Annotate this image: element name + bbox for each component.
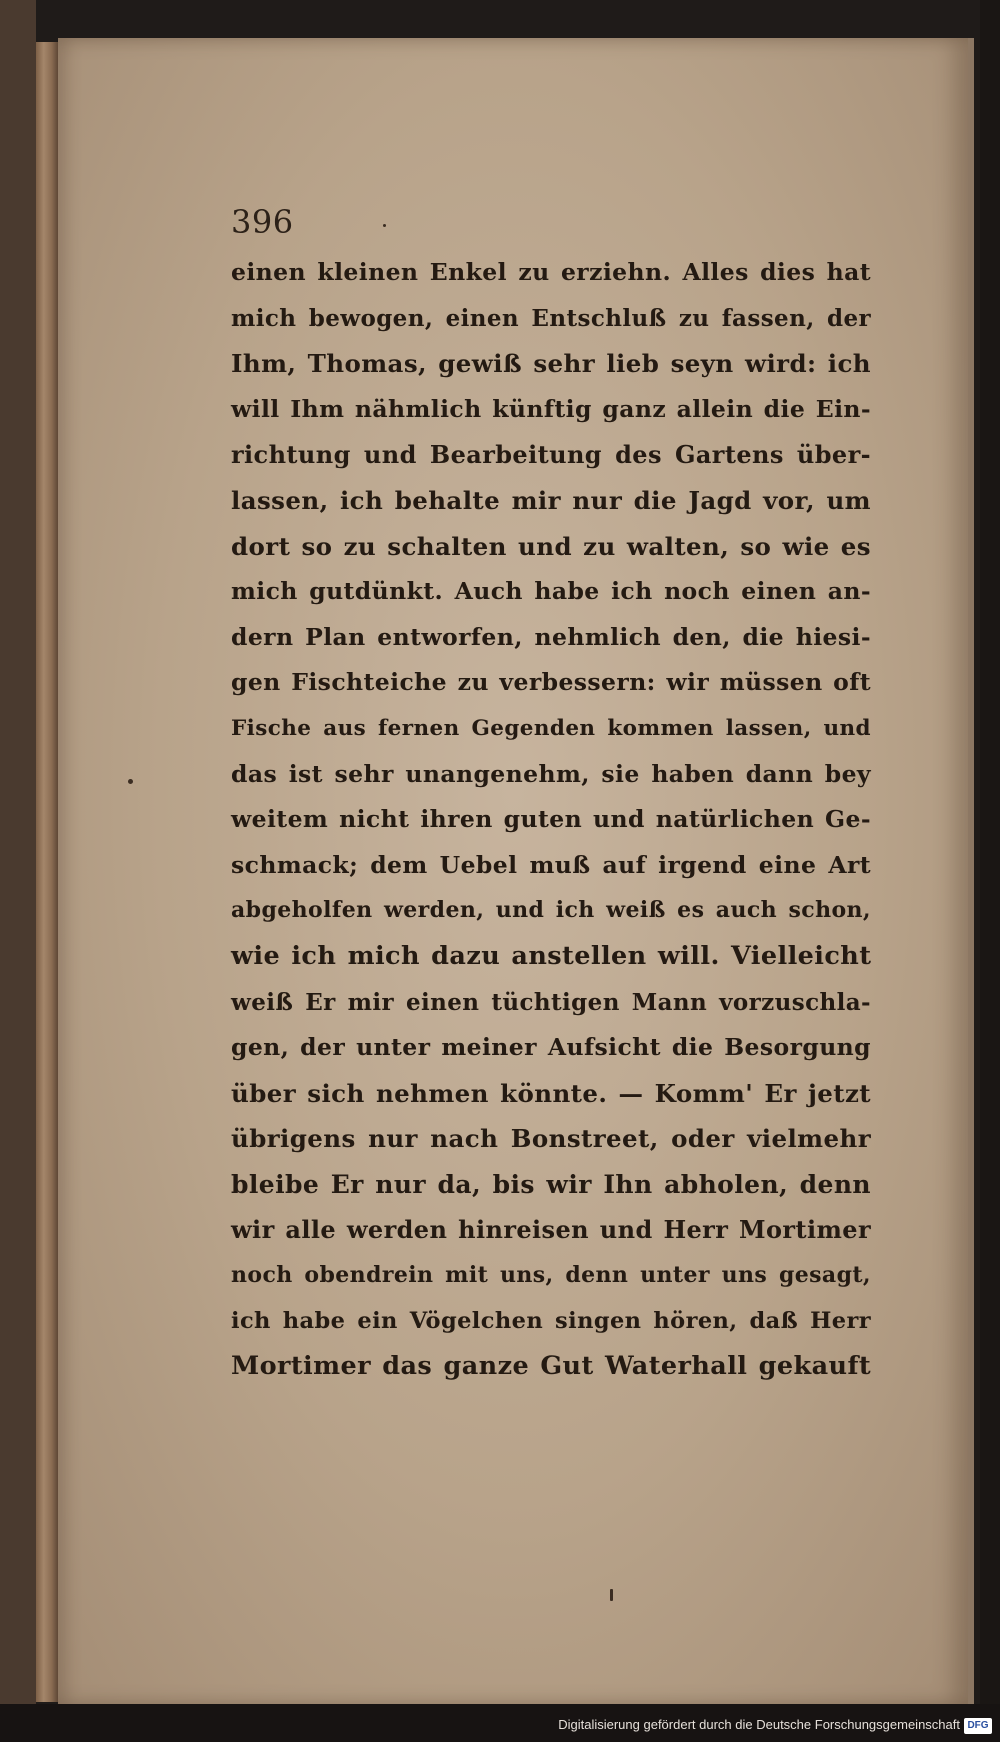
scanner-frame-right bbox=[980, 0, 1000, 1742]
paper-speck bbox=[128, 779, 133, 784]
text-line: weitem nicht ihren guten und natürlichen Ge- bbox=[231, 805, 871, 834]
dfg-logo: DFG bbox=[964, 1718, 992, 1734]
page-fore-edge bbox=[36, 42, 58, 1702]
text-line: mich gutdünkt. Auch habe ich noch einen an- bbox=[231, 577, 871, 606]
text-line: einen kleinen Enkel zu erziehn. Alles dies hat bbox=[231, 258, 871, 286]
text-line: mich bewogen, einen Entschluß zu fassen, der bbox=[231, 304, 871, 332]
text-line: Mortimer das ganze Gut Waterhall gekauft bbox=[231, 1351, 871, 1382]
text-line: gen, der unter meiner Aufsicht die Besorgung bbox=[231, 1033, 871, 1062]
text-line: lassen, ich behalte mir nur die Jagd vor, um bbox=[231, 485, 871, 515]
text-line: bleibe Er nur da, bis wir Ihn abholen, denn bbox=[231, 1169, 871, 1199]
text-line: wie ich mich dazu anstellen will. Vielleicht bbox=[231, 940, 872, 971]
text-line: wir alle werden hinreisen und Herr Mortimer bbox=[231, 1215, 871, 1245]
text-line: über sich nehmen könnte. — Komm' Er jetzt bbox=[231, 1078, 871, 1108]
footer-bar bbox=[0, 1704, 1000, 1742]
text-line: richtung und Bearbeitung des Gartens über- bbox=[231, 440, 871, 470]
page-number: 396 bbox=[231, 203, 294, 241]
text-line: abgeholfen werden, und ich weiß es auch schon, bbox=[231, 897, 871, 924]
text-line: Ihm, Thomas, gewiß sehr lieb seyn wird: ich bbox=[231, 349, 871, 379]
text-line: noch obendrein mit uns, denn unter uns gesagt, bbox=[231, 1262, 871, 1289]
paper-speck bbox=[383, 224, 386, 227]
text-line: dern Plan entworfen, nehmlich den, die hiesi- bbox=[231, 622, 871, 651]
body-text bbox=[231, 250, 871, 1390]
paper-speck bbox=[610, 1589, 613, 1601]
text-line: gen Fischteiche zu verbessern: wir müssen oft bbox=[231, 668, 871, 697]
footer-credit: Digitalisierung gefördert durch die Deutsche Forschungsgemeinschaft bbox=[558, 1717, 960, 1732]
scanner-frame-left bbox=[0, 0, 36, 1742]
text-line: das ist sehr unangenehm, sie haben dann bey bbox=[231, 759, 871, 788]
text-line: schmack; dem Uebel muß auf irgend eine Art bbox=[231, 850, 871, 879]
text-line: dort so zu schalten und zu walten, so wie es bbox=[231, 531, 871, 561]
text-line: will Ihm nähmlich künftig ganz allein die Ein- bbox=[231, 394, 872, 423]
text-line: Fische aus fernen Gegenden kommen lassen, und bbox=[231, 715, 871, 741]
text-line: übrigens nur nach Bonstreet, oder vielmehr bbox=[231, 1124, 871, 1154]
text-line: ich habe ein Vögelchen singen hören, daß Herr bbox=[231, 1307, 871, 1334]
text-line: weiß Er mir einen tüchtigen Mann vorzuschla- bbox=[231, 988, 871, 1016]
